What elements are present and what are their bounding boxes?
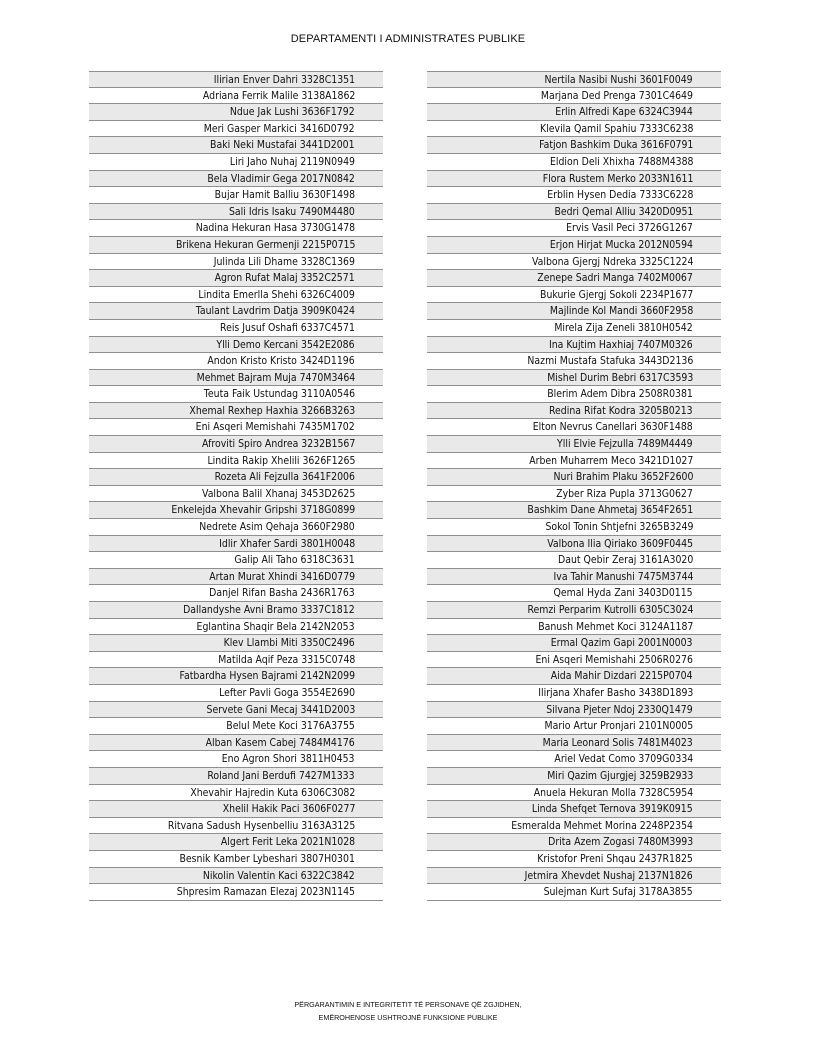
- list-item-text: Eglantina Shaqir Bela 2142N2053: [196, 620, 355, 633]
- list-item: [427, 237, 721, 254]
- list-item: [427, 137, 721, 154]
- list-item: [89, 751, 383, 768]
- list-item: [89, 88, 383, 105]
- list-item-text: Jetmira Xhevdet Nushaj 2137N1826: [524, 869, 693, 882]
- list-item: [427, 403, 721, 420]
- list-item-text: Nuri Brahim Plaku 3652F2600: [553, 471, 693, 484]
- list-item: [427, 337, 721, 354]
- list-item-text: Artan Murat Xhindi 3416D0779: [209, 570, 355, 583]
- list-item: [89, 718, 383, 735]
- list-item-text: Adriana Ferrik Malile 3138A1862: [202, 89, 355, 102]
- list-item: [427, 552, 721, 569]
- list-item: [427, 453, 721, 470]
- list-item-text: Blerim Adem Dibra 2508R0381: [547, 388, 693, 401]
- list-item-text: Ina Kujtim Haxhiaj 7407M0326: [549, 338, 693, 351]
- list-item: [89, 502, 383, 519]
- list-item-text: Roland Jani Berdufi 7427M1333: [207, 769, 355, 782]
- list-item: [89, 137, 383, 154]
- list-item: [427, 818, 721, 835]
- list-item: [427, 519, 721, 536]
- list-item: [89, 635, 383, 652]
- list-item: [427, 834, 721, 851]
- list-item: [427, 370, 721, 387]
- list-item-text: Redina Rifat Kodra 3205B0213: [549, 404, 693, 417]
- list-item-text: Qemal Hyda Zani 3403D0115: [553, 587, 693, 600]
- list-item-text: Miri Qazim Gjurgjej 3259B2933: [546, 769, 693, 782]
- list-item-text: Banush Mehmet Koci 3124A1187: [537, 620, 693, 633]
- list-item: [89, 270, 383, 287]
- list-item-text: Algert Ferit Leka 2021N1028: [220, 836, 355, 849]
- list-item-text: Remzi Perparim Kutrolli 6305C3024: [526, 604, 693, 616]
- list-item-text: Majlinde Kol Mandi 3660F2958: [549, 305, 693, 318]
- list-item: [427, 270, 721, 287]
- list-item: [89, 171, 383, 188]
- list-item: [427, 668, 721, 685]
- left-column-list: [89, 71, 383, 901]
- list-item: [89, 868, 383, 885]
- list-item-text: Nikolin Valentin Kaci 6322C3842: [203, 869, 355, 882]
- list-item: [89, 602, 383, 619]
- list-item: [427, 585, 721, 602]
- list-item: [89, 569, 383, 586]
- list-item: [427, 254, 721, 271]
- list-item: [89, 619, 383, 636]
- list-item: [89, 353, 383, 370]
- list-item-text: Baki Neki Mustafai 3441D2001: [210, 139, 355, 152]
- footer-line-2: EMËROHENOSE USHTROJNË FUNKSIONE PUBLIKE: [318, 1013, 498, 1022]
- list-item-text: Sokol Tonin Shtjefni 3265B3249: [545, 521, 693, 534]
- list-item: [89, 552, 383, 569]
- list-item-text: Eni Asqeri Memishahi 7435M1702: [195, 421, 355, 434]
- list-item-text: Xhevahir Hajredin Kuta 6306C3082: [190, 786, 355, 799]
- list-item-text: Maria Leonard Solis 7481M4023: [542, 736, 693, 749]
- list-item: [89, 303, 383, 320]
- list-item-text: Sali Idris Isaku 7490M4480: [229, 205, 355, 218]
- list-item-text: Klev Llambi Miti 3350C2496: [223, 637, 355, 650]
- list-item-text: Sulejman Kurt Sufaj 3178A3855: [543, 886, 693, 899]
- list-item: [89, 884, 383, 901]
- list-item: [89, 403, 383, 420]
- list-item-text: Galip Ali Taho 6318C3631: [234, 554, 355, 567]
- list-item: [89, 254, 383, 271]
- list-item: [89, 585, 383, 602]
- list-item: [89, 702, 383, 719]
- list-item-text: Servete Gani Mecaj 3441D2003: [206, 703, 355, 716]
- list-item-text: Nazmi Mustafa Stafuka 3443D2136: [527, 355, 693, 368]
- list-item-text: Xhemal Rexhep Haxhia 3266B3263: [189, 404, 355, 417]
- list-item: [427, 652, 721, 669]
- list-item-text: Bedri Qemal Alliu 3420D0951: [554, 205, 693, 218]
- list-item: [427, 619, 721, 636]
- list-item: [427, 569, 721, 586]
- list-item: [427, 469, 721, 486]
- list-item: [427, 104, 721, 121]
- list-item-text: Ermal Qazim Gapi 2001N0003: [551, 637, 693, 650]
- list-item-text: Liri Jaho Nuhaj 2119N0949: [229, 155, 355, 168]
- list-item-text: Nertila Nasibi Nushi 3601F0049: [544, 74, 693, 86]
- list-item: [89, 735, 383, 752]
- list-item-text: Erlin Alfredi Kape 6324C3944: [555, 106, 693, 119]
- list-item-text: Zyber Riza Pupla 3713G0627: [556, 487, 693, 500]
- list-item-text: Valbona Balil Xhanaj 3453D2625: [201, 487, 355, 500]
- list-item-text: Teuta Faik Ustundag 3110A0546: [203, 388, 355, 401]
- list-item-text: Kristofor Preni Shqau 2437R1825: [537, 852, 693, 865]
- list-item-text: Fatbardha Hysen Bajrami 2142N2099: [179, 670, 355, 683]
- list-item: [89, 237, 383, 254]
- list-item-text: Bukurie Gjergj Sokoli 2234P1677: [539, 288, 693, 301]
- list-item: [427, 419, 721, 436]
- list-item: [427, 702, 721, 719]
- list-item-text: Mishel Durim Bebri 6317C3593: [546, 371, 693, 384]
- list-item: [427, 287, 721, 304]
- list-item: [89, 834, 383, 851]
- list-item: [427, 187, 721, 204]
- list-item-text: Marjana Ded Prenga 7301C4649: [540, 89, 693, 102]
- list-item-text: Lindita Rakip Xhelili 3626F1265: [206, 454, 355, 467]
- list-item-text: Klevila Qamil Spahiu 7333C6238: [539, 122, 693, 135]
- list-item-text: Idlir Xhafer Sardi 3801H0048: [218, 537, 355, 550]
- list-item: [89, 685, 383, 702]
- list-item-text: Esmeralda Mehmet Morina 2248P2354: [511, 819, 693, 832]
- list-item: [89, 287, 383, 304]
- footer-line-1: PËRGARANTIMIN E INTEGRITETIT TË PERSONAVE QË ZGJIDHEN,: [294, 1000, 522, 1009]
- list-item-text: Elton Nevrus Canellari 3630F1488: [533, 421, 693, 434]
- list-item: [89, 801, 383, 818]
- list-item-text: Ilirjana Xhafer Basho 3438D1893: [537, 686, 693, 699]
- right-column-list: [427, 71, 721, 901]
- list-item: [89, 121, 383, 138]
- list-item: [427, 602, 721, 619]
- list-item-text: Shpresim Ramazan Elezaj 2023N1145: [176, 886, 355, 899]
- list-item-text: Meri Gasper Markici 3416D0792: [204, 122, 355, 135]
- list-item: [427, 320, 721, 337]
- list-item-text: Erjon Hirjat Mucka 2012N0594: [549, 238, 693, 251]
- list-item-text: Mehmet Bajram Muja 7470M3464: [196, 371, 355, 384]
- list-item-text: Arben Muharrem Meco 3421D1027: [528, 454, 693, 467]
- list-item-text: Mirela Zija Zeneli 3810H0542: [554, 321, 693, 334]
- list-item-text: Ritvana Sadush Hysenbelliu 3163A3125: [167, 819, 355, 832]
- list-item-text: Lefter Pavli Goga 3554E2690: [219, 686, 355, 699]
- list-item-text: Nadina Hekuran Hasa 3730G1478: [195, 222, 355, 235]
- list-item-text: Erblin Hysen Dedia 7333C6228: [546, 189, 693, 202]
- list-item-text: Valbona Gjergj Ndreka 3325C1224: [531, 255, 693, 268]
- list-item-text: Ariel Vedat Como 3709G0334: [554, 753, 693, 766]
- list-item-text: Reis Jusuf Oshafi 6337C4571: [220, 321, 355, 334]
- list-item: [427, 868, 721, 885]
- list-item-text: Julinda Lili Dhame 3328C1369: [213, 255, 355, 268]
- list-item: [89, 486, 383, 503]
- list-item-text: Valbona Ilia Qiriako 3609F0445: [547, 537, 693, 550]
- list-item-text: Besnik Kamber Lybeshari 3807H0301: [179, 852, 355, 865]
- list-item-text: Silvana Pjeter Ndoj 2330Q1479: [546, 703, 693, 716]
- list-item: [427, 204, 721, 221]
- list-item-text: Xhelil Hakik Paci 3606F0277: [222, 803, 355, 816]
- list-item-text: Anuela Hekuran Molla 7328C5954: [533, 786, 693, 799]
- list-item-text: Zenepe Sadri Manga 7402M0067: [537, 272, 693, 285]
- list-item: [89, 204, 383, 221]
- list-item: [427, 386, 721, 403]
- list-item-text: Lindita Emerlla Shehi 6326C4009: [198, 288, 355, 301]
- list-item: [427, 735, 721, 752]
- list-item-text: Eldion Deli Xhixha 7488M4388: [549, 155, 693, 168]
- list-item: [89, 453, 383, 470]
- page-footer: [0, 998, 816, 1024]
- list-item-text: Ylli Demo Kercani 3542E2086: [216, 338, 355, 351]
- list-item: [89, 519, 383, 536]
- list-item-text: Eno Agron Shori 3811H0453: [222, 753, 355, 766]
- list-item: [89, 536, 383, 553]
- list-item-text: Bashkim Dane Ahmetaj 3654F2651: [527, 504, 693, 517]
- list-item-text: Nedrete Asim Qehaja 3660F2980: [199, 521, 355, 534]
- list-item: [427, 154, 721, 171]
- list-item: [89, 419, 383, 436]
- list-item: [89, 851, 383, 868]
- list-item-text: Dallandyshe Avni Bramo 3337C1812: [183, 604, 355, 616]
- list-item-text: Alban Kasem Cabej 7484M4176: [205, 736, 355, 749]
- list-item-text: Danjel Rifan Basha 2436R1763: [209, 587, 355, 600]
- list-item: [89, 768, 383, 785]
- list-item: [89, 154, 383, 171]
- list-item: [89, 337, 383, 354]
- list-item-text: Flora Rustem Merko 2033N1611: [542, 172, 693, 185]
- list-item-text: Taulant Lavdrim Datja 3909K0424: [195, 305, 355, 318]
- list-item: [89, 652, 383, 669]
- list-item: [89, 220, 383, 237]
- list-item: [427, 71, 721, 88]
- list-item: [427, 884, 721, 901]
- list-item-text: Drita Azem Zogasi 7480M3993: [547, 836, 693, 849]
- list-item-text: Ylli Elvie Fejzulla 7489M4449: [557, 438, 693, 451]
- list-item: [89, 320, 383, 337]
- list-item-text: Agron Rufat Malaj 3352C2571: [214, 272, 355, 285]
- list-item: [427, 635, 721, 652]
- list-item: [89, 668, 383, 685]
- list-item-text: Matilda Aqif Peza 3315C0748: [217, 653, 355, 666]
- list-item: [427, 502, 721, 519]
- page-title: DEPARTAMENTI I ADMINISTRATES PUBLIKE: [290, 33, 526, 45]
- list-item-text: Andon Kristo Kristo 3424D1196: [207, 355, 355, 368]
- list-item: [427, 751, 721, 768]
- list-item: [427, 436, 721, 453]
- list-item-text: Rozeta Ali Fejzulla 3641F2006: [214, 471, 355, 484]
- list-item: [89, 785, 383, 802]
- list-item: [427, 220, 721, 237]
- list-item-text: Iva Tahir Manushi 7475M3744: [553, 570, 693, 583]
- list-item: [427, 768, 721, 785]
- list-item: [427, 801, 721, 818]
- list-item: [427, 486, 721, 503]
- list-item: [89, 370, 383, 387]
- list-item: [427, 851, 721, 868]
- list-item-text: Afroviti Spiro Andrea 3232B1567: [201, 438, 355, 451]
- list-item: [89, 818, 383, 835]
- list-item-text: Bela Vladimir Gega 2017N0842: [207, 172, 355, 185]
- list-item: [89, 71, 383, 88]
- list-item-text: Ilirian Enver Dahri 3328C1351: [213, 74, 355, 86]
- list-item: [427, 718, 721, 735]
- list-item-text: Bujar Hamit Balliu 3630F1498: [214, 189, 355, 202]
- list-item: [89, 386, 383, 403]
- list-item-text: Ndue Jak Lushi 3636F1792: [230, 106, 355, 119]
- list-item-text: Aida Mahir Dizdari 2215P0704: [551, 670, 693, 683]
- list-item: [427, 88, 721, 105]
- list-item-text: Linda Shefqet Ternova 3919K0915: [532, 803, 693, 816]
- list-item: [89, 104, 383, 121]
- list-item: [89, 187, 383, 204]
- list-item: [427, 353, 721, 370]
- list-item: [427, 685, 721, 702]
- list-item-text: Eni Asqeri Memishahi 2506R0276: [535, 653, 693, 666]
- list-item-text: Belul Mete Koci 3176A3755: [226, 720, 355, 733]
- list-item-text: Enkelejda Xhevahir Gripshi 3718G0899: [171, 504, 355, 517]
- list-item-text: Ervis Vasil Peci 3726G1267: [566, 222, 693, 235]
- list-item: [427, 536, 721, 553]
- list-item: [427, 303, 721, 320]
- list-item-text: Mario Artur Pronjari 2101N0005: [544, 720, 693, 733]
- list-item: [89, 436, 383, 453]
- list-item-text: Fatjon Bashkim Duka 3616F0791: [538, 139, 693, 152]
- list-item: [89, 469, 383, 486]
- list-item: [427, 785, 721, 802]
- list-item-text: Daut Qebir Zeraj 3161A3020: [557, 554, 693, 567]
- list-item: [427, 121, 721, 138]
- list-item: [427, 171, 721, 188]
- list-item-text: Brikena Hekuran Germenji 2215P0715: [175, 238, 355, 251]
